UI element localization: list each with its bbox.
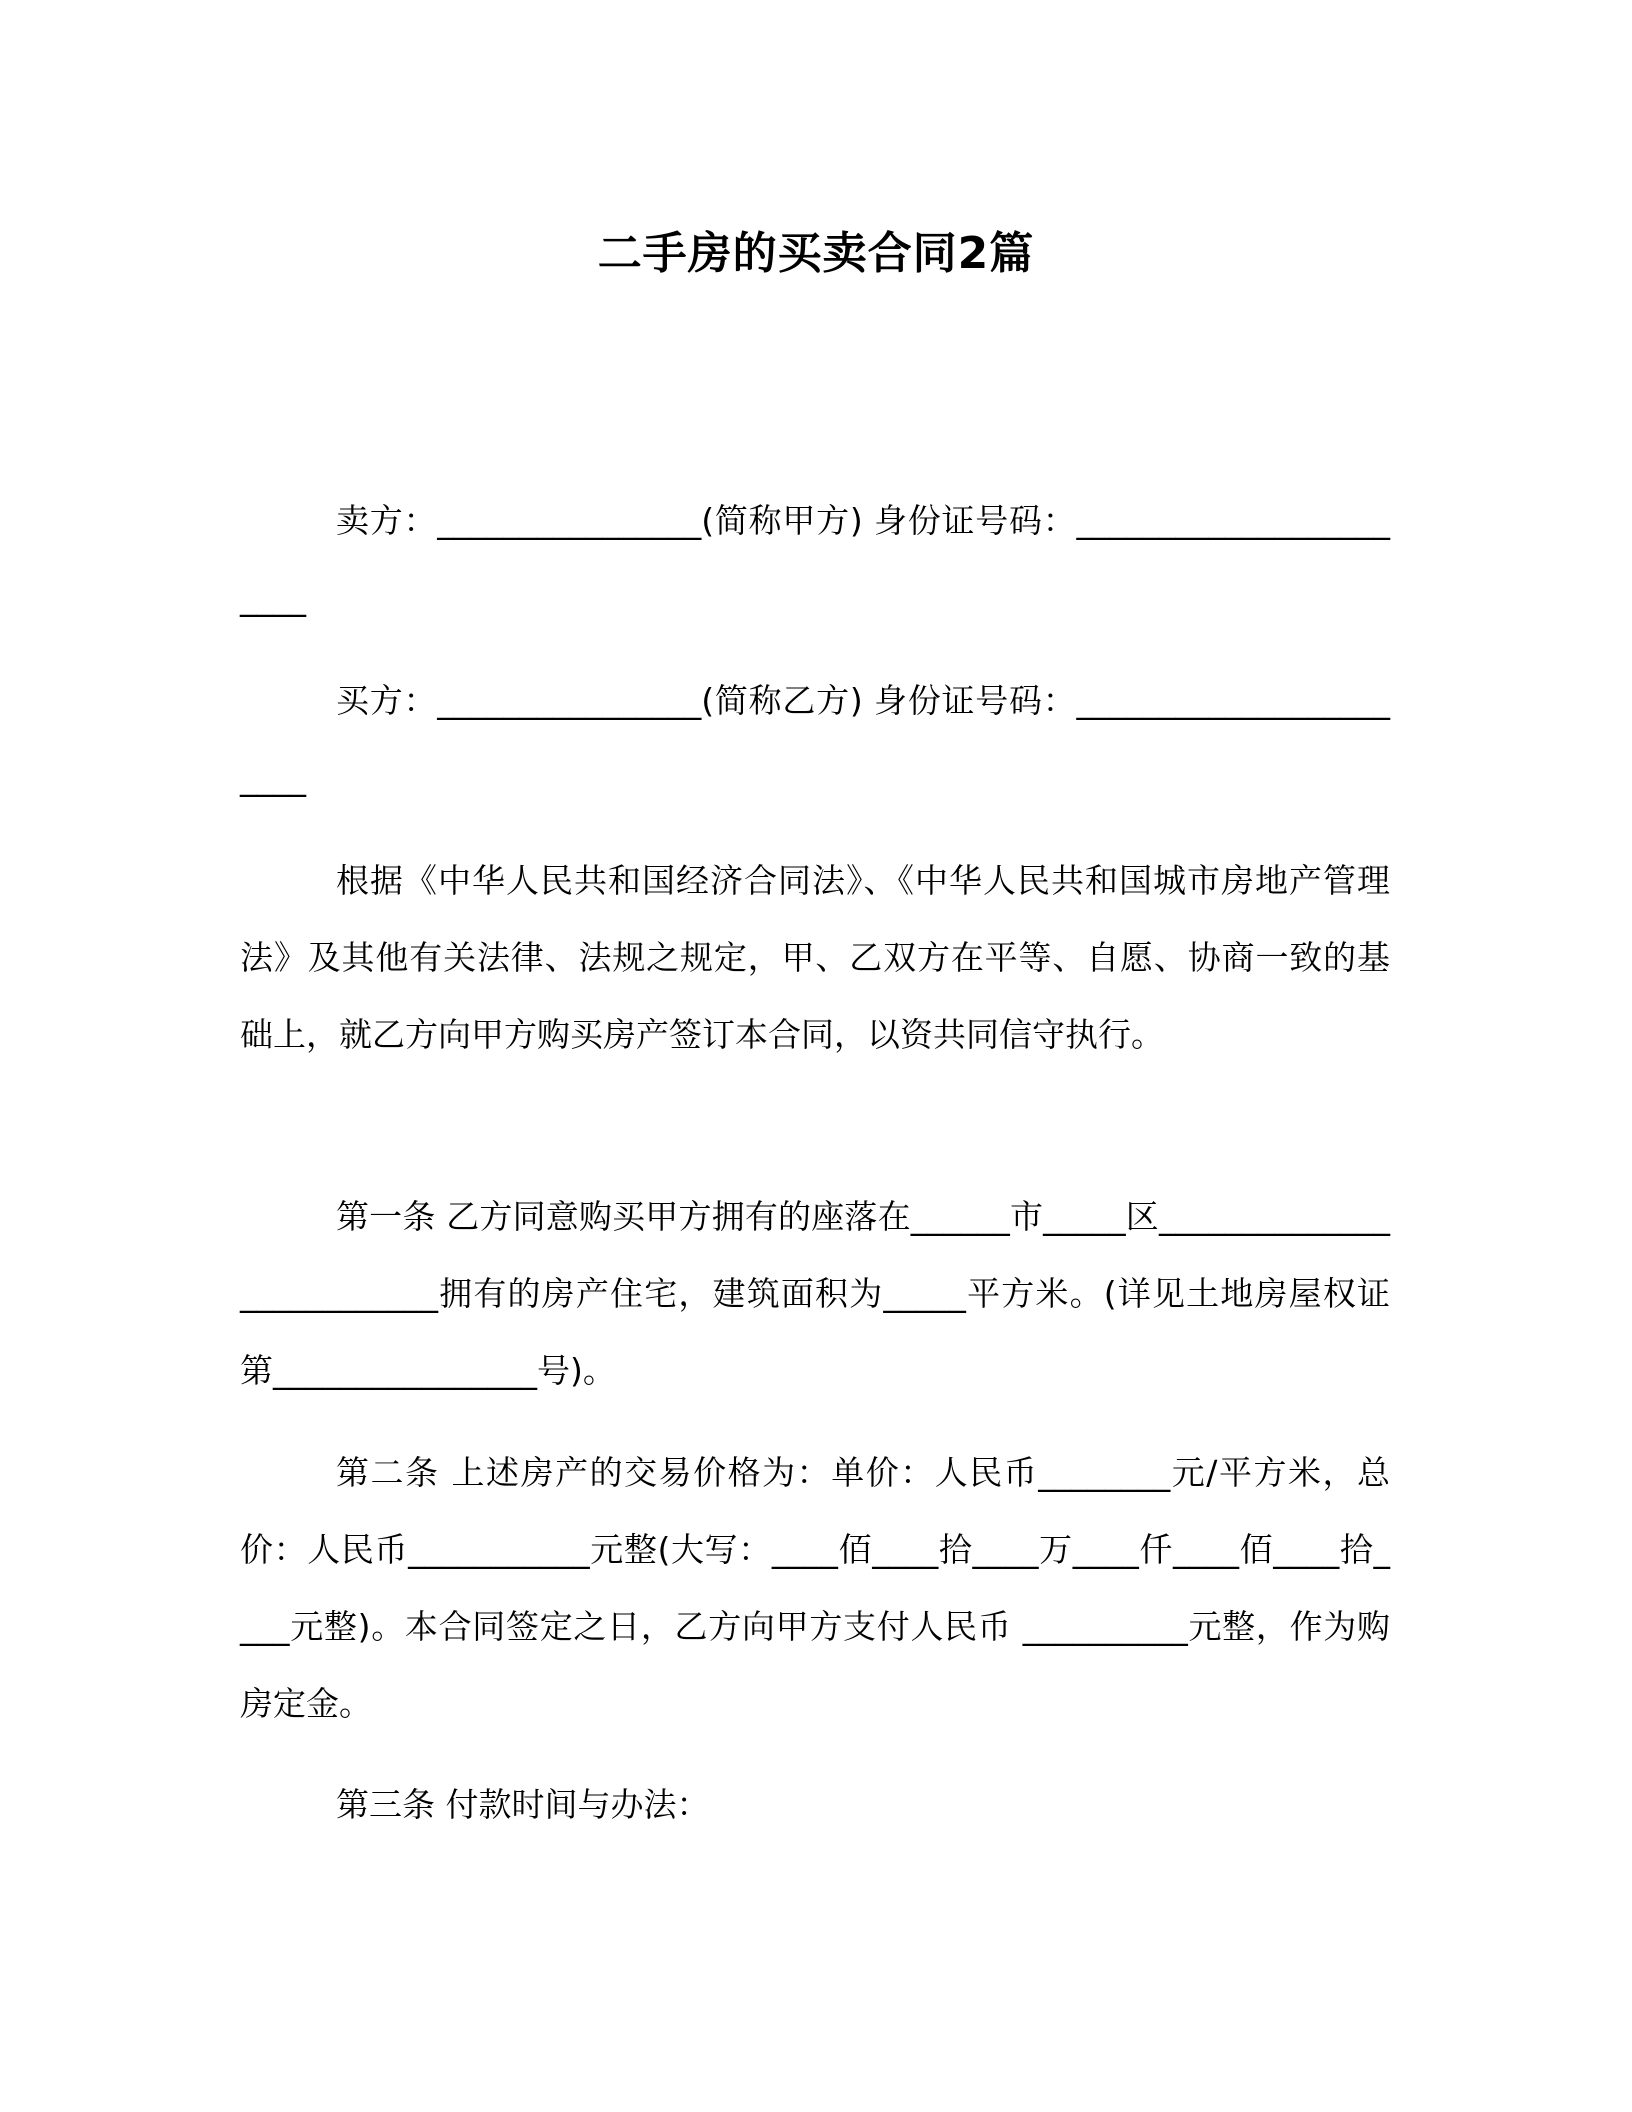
seller-paragraph: 卖方：________________(简称甲方) 身份证号码：_______________________ [240,501,1390,617]
article-3-paragraph: 第三条 付款时间与办法： [336,1785,710,1824]
preamble-paragraph: 根据《中华人民共和国经济合同法》、《中华人民共和国城市房地产管理法》及其他有关法律、法规之规定，甲、乙双方在平等、自愿、协商一致的基础上，就乙方向甲方购买房产签订本合同，以资共同信守执行。 [240,861,1390,1054]
article-2-paragraph: 第二条 上述房产的交易价格为：单价：人民币________元/平方米，总价：人民币___________元整(大写：____佰____拾____万____仟____佰____拾____元整)。本合同签定之日，乙方向甲方支付人民币 __________元整，作为购房定金。 [240,1453,1390,1723]
buyer-paragraph: 买方：________________(简称乙方) 身份证号码：_______________________ [240,681,1390,797]
document-title: 二手房的买卖合同2篇 [597,228,1035,279]
article-1-paragraph: 第一条 乙方同意购买甲方拥有的座落在______市_____区__________________________拥有的房产住宅，建筑面积为_____平方米。(详见土地房屋权证第________________号)。 [240,1197,1390,1390]
